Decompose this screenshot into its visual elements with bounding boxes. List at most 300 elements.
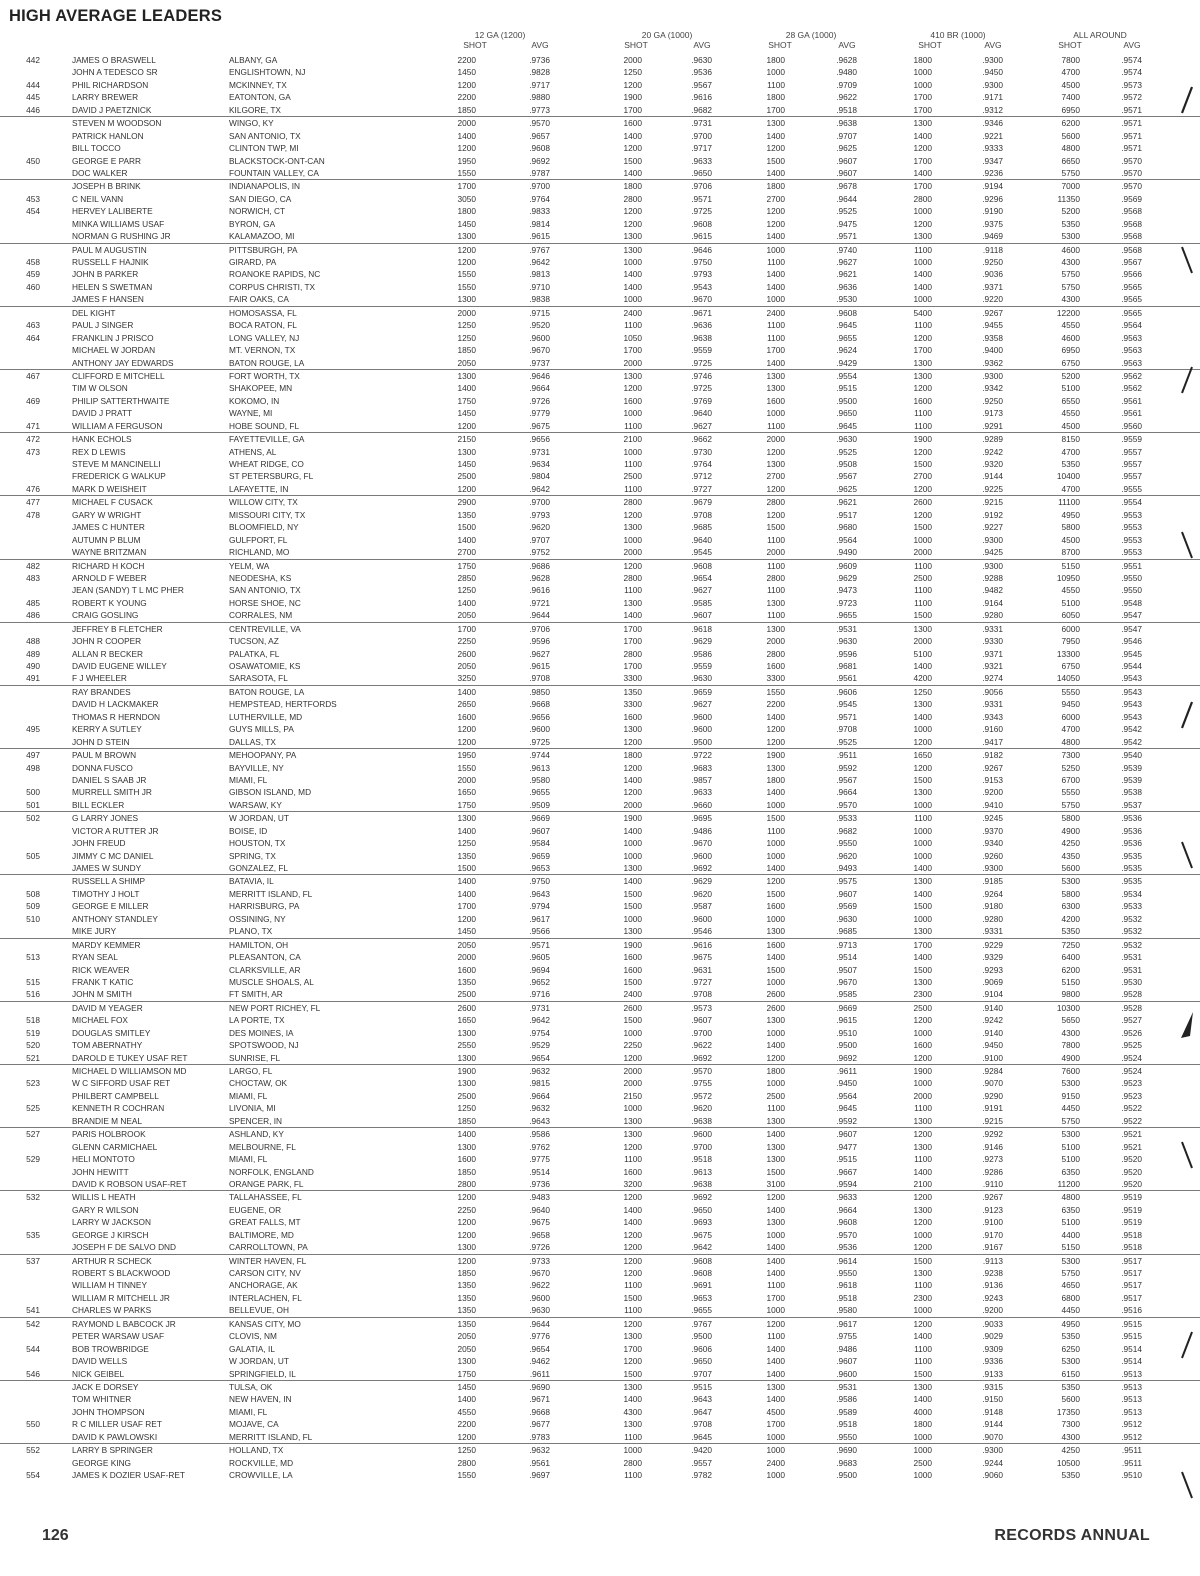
cell-avg-410br: .9069: [982, 976, 1003, 987]
cell-avg-20ga: .9725: [691, 357, 712, 368]
cell-avg-12ga: .9787: [529, 167, 550, 178]
cell-shot-28ga: 1300: [766, 383, 785, 394]
cell-avg-20ga: .9764: [691, 459, 712, 469]
cell-avg-20ga: .9630: [691, 55, 712, 65]
cell-avg-410br: .9133: [982, 1368, 1003, 1379]
cell-avg-20ga: .9670: [691, 838, 712, 849]
cell-avg-all-around: .9536: [1121, 838, 1142, 849]
cell-city: CHOCTAW, OK: [229, 1078, 288, 1089]
cell-avg-28ga: .9621: [836, 269, 857, 280]
cell-shot-12ga: 1550: [457, 762, 476, 773]
cell-avg-20ga: .9682: [691, 104, 712, 115]
cell-city: SHAKOPEE, MN: [229, 383, 293, 394]
cell-city: MERRITT ISLAND, FL: [229, 1431, 313, 1442]
cell-rank: 446: [26, 104, 40, 115]
cell-shot-28ga: 1100: [767, 534, 785, 545]
cell-shot-28ga: 1300: [766, 1154, 785, 1165]
cell-shot-20ga: 2800: [623, 193, 642, 204]
cell-shot-12ga: 1300: [457, 813, 476, 824]
cell-shot-410br: 1500: [913, 1368, 932, 1379]
cell-shot-410br: 1200: [913, 483, 932, 494]
cell-rank: 523: [26, 1078, 40, 1089]
cell-shot-410br: 1100: [914, 813, 932, 824]
table-row: [0, 1431, 1200, 1443]
cell-shot-28ga: 1300: [766, 926, 785, 937]
cell-avg-all-around: .9557: [1121, 471, 1142, 482]
cell-shot-all-around: 7800: [1061, 55, 1080, 65]
cell-shot-410br: 1800: [913, 55, 932, 65]
cell-shot-20ga: 2800: [623, 572, 642, 583]
cell-shot-12ga: 2600: [457, 1002, 476, 1013]
table-row: [0, 281, 1200, 293]
table-row: [0, 1304, 1200, 1316]
cell-avg-28ga: .9630: [836, 434, 857, 445]
table-row: [0, 1064, 1200, 1077]
cell-avg-all-around: .9567: [1121, 257, 1142, 267]
cell-avg-28ga: .9633: [836, 1192, 857, 1203]
cell-city: CENTREVILLE, VA: [229, 623, 301, 634]
cell-shot-410br: 1700: [913, 155, 932, 166]
cell-city: BLOOMFIELD, NY: [229, 522, 299, 533]
cell-shot-all-around: 5300: [1061, 1356, 1080, 1367]
cell-shot-20ga: 1200: [623, 79, 642, 90]
cell-avg-28ga: .9567: [836, 471, 857, 482]
cell-shot-410br: 1400: [913, 167, 932, 178]
cell-avg-all-around: .9561: [1121, 395, 1142, 406]
cell-city: LARGO, FL: [229, 1066, 273, 1076]
cell-name: REX D LEWIS: [72, 446, 126, 457]
cell-shot-410br: 2600: [913, 497, 932, 508]
cell-city: MELBOURNE, FL: [229, 1141, 296, 1152]
cell-shot-20ga: 1200: [623, 1229, 642, 1240]
cell-avg-20ga: .9420: [691, 1445, 712, 1456]
cell-avg-all-around: .9532: [1121, 939, 1142, 950]
cell-avg-20ga: .9683: [691, 762, 712, 773]
cell-name: JIMMY C MC DANIEL: [72, 850, 154, 861]
cell-avg-410br: .9331: [982, 926, 1003, 937]
cell-avg-12ga: .9690: [529, 1381, 550, 1392]
cell-name: JAMES O BRASWELL: [72, 55, 156, 65]
cell-shot-410br: 1400: [913, 711, 932, 722]
cell-name: DEL KIGHT: [72, 307, 116, 318]
cell-avg-28ga: .9518: [836, 1292, 857, 1303]
table-row: [0, 1267, 1200, 1279]
cell-shot-all-around: 11200: [1057, 1178, 1080, 1189]
table-row: [0, 509, 1200, 521]
cell-avg-all-around: .9539: [1121, 762, 1142, 773]
cell-avg-410br: .9104: [982, 989, 1003, 1000]
cell-avg-20ga: .9638: [691, 1178, 712, 1189]
cell-avg-all-around: .9521: [1121, 1129, 1142, 1140]
cell-avg-all-around: .9550: [1121, 585, 1142, 596]
cell-shot-all-around: 10400: [1056, 471, 1080, 482]
cell-avg-20ga: .9536: [691, 67, 712, 78]
cell-shot-20ga: 1500: [623, 888, 642, 899]
cell-city: SPRING, TX: [229, 850, 276, 861]
cell-shot-410br: 1200: [913, 332, 932, 343]
cell-shot-410br: 1100: [914, 1154, 932, 1165]
cell-shot-28ga: 1400: [766, 1204, 785, 1215]
cell-avg-28ga: .9625: [836, 143, 857, 154]
cell-rank: 485: [26, 597, 40, 608]
table-row: [0, 243, 1200, 256]
cell-city: HOBE SOUND, FL: [229, 420, 300, 431]
cell-avg-12ga: .9656: [529, 434, 550, 445]
cell-shot-410br: 1400: [913, 952, 932, 963]
cell-avg-410br: .9346: [982, 118, 1003, 129]
cell-avg-20ga: .9700: [691, 130, 712, 141]
table-row: [0, 142, 1200, 154]
cell-name: TOM ABERNATHY: [72, 1040, 143, 1051]
table-row: [0, 1052, 1200, 1064]
cell-avg-410br: .9242: [982, 1015, 1003, 1026]
cell-shot-12ga: 2200: [457, 55, 476, 65]
cell-shot-12ga: 2150: [457, 434, 476, 445]
cell-name: JAMES C HUNTER: [72, 522, 145, 533]
cell-avg-all-around: .9532: [1121, 926, 1142, 937]
cell-avg-20ga: .9608: [691, 560, 712, 571]
cell-rank: 478: [26, 509, 40, 520]
cell-city: HOLLAND, TX: [229, 1445, 284, 1456]
cell-shot-all-around: 10300: [1056, 1002, 1080, 1013]
table-row: [0, 369, 1200, 382]
table-row: [0, 988, 1200, 1000]
cell-avg-28ga: .9475: [836, 218, 857, 229]
cell-shot-12ga: 1550: [457, 167, 476, 178]
cell-name: WILLIAM A FERGUSON: [72, 420, 163, 431]
cell-avg-12ga: .9642: [529, 1015, 550, 1026]
cell-shot-12ga: 1850: [457, 1268, 476, 1278]
table-row: [0, 648, 1200, 660]
cell-avg-all-around: .9550: [1121, 572, 1142, 583]
cell-name: PHILIP SATTERTHWAITE: [72, 395, 170, 406]
cell-shot-28ga: 1000: [766, 838, 785, 849]
cell-avg-12ga: .9642: [529, 483, 550, 494]
cell-shot-410br: 1200: [913, 509, 932, 520]
cell-shot-all-around: 6200: [1061, 964, 1080, 975]
cell-shot-410br: 1650: [913, 750, 932, 761]
cell-rank: 501: [26, 799, 40, 810]
table-row: [0, 382, 1200, 394]
cell-shot-12ga: 1200: [457, 143, 476, 154]
cell-avg-all-around: .9554: [1121, 497, 1142, 508]
cell-avg-410br: .9070: [982, 1078, 1003, 1089]
cell-shot-all-around: 5600: [1061, 863, 1080, 873]
cell-shot-all-around: 5750: [1061, 269, 1080, 280]
table-row: [0, 1380, 1200, 1393]
cell-avg-all-around: .9513: [1121, 1394, 1142, 1405]
cell-city: FORT WORTH, TX: [229, 370, 300, 381]
cell-rank: 497: [26, 750, 40, 761]
cell-shot-20ga: 1200: [623, 383, 642, 394]
cell-avg-12ga: .9596: [529, 636, 550, 647]
cell-avg-28ga: .9664: [836, 787, 857, 798]
cell-city: LAFAYETTE, IN: [229, 483, 289, 494]
cell-shot-28ga: 1200: [766, 1052, 785, 1063]
cell-avg-28ga: .9690: [836, 1445, 857, 1456]
cell-avg-20ga: .9600: [691, 724, 712, 735]
table-row: [0, 723, 1200, 735]
cell-shot-410br: 1400: [913, 661, 932, 671]
cell-shot-410br: 1300: [913, 1268, 932, 1278]
table-row: [0, 54, 1200, 66]
cell-avg-12ga: .9613: [529, 762, 550, 773]
cell-shot-all-around: 5150: [1061, 1242, 1080, 1253]
cell-avg-20ga: .9769: [691, 395, 712, 406]
cell-shot-28ga: 1000: [766, 1445, 785, 1456]
cell-shot-410br: 1300: [913, 118, 932, 129]
cell-shot-12ga: 1300: [457, 1078, 476, 1089]
cell-avg-12ga: .9646: [529, 370, 550, 381]
cell-avg-all-around: .9571: [1121, 104, 1142, 115]
cell-shot-12ga: 1400: [457, 597, 476, 608]
cell-shot-all-around: 5350: [1061, 1331, 1080, 1342]
cell-avg-28ga: .9580: [836, 1305, 857, 1316]
cell-avg-20ga: .9660: [691, 799, 712, 810]
cell-avg-28ga: .9625: [836, 483, 857, 494]
cell-name: KENNETH R COCHRAN: [72, 1103, 165, 1114]
cell-name: FRANK T KATIC: [72, 976, 134, 987]
table-row: [0, 1216, 1200, 1228]
table-row: [0, 888, 1200, 900]
cell-avg-all-around: .9528: [1121, 1002, 1142, 1013]
cell-avg-12ga: .9607: [529, 825, 550, 836]
table-row: [0, 395, 1200, 407]
cell-avg-28ga: .9740: [836, 244, 857, 255]
cell-shot-20ga: 1400: [623, 1217, 642, 1228]
cell-shot-410br: 1500: [913, 610, 932, 621]
cell-name: PATRICK HANLON: [72, 130, 144, 141]
cell-avg-28ga: .9607: [836, 888, 857, 899]
cell-avg-20ga: .9615: [691, 231, 712, 242]
cell-name: DAVID J PAETZNICK: [72, 104, 152, 115]
cell-shot-410br: 1200: [913, 143, 932, 154]
cell-shot-410br: 1100: [914, 597, 932, 608]
cell-name: PHIL RICHARDSON: [72, 79, 149, 90]
cell-shot-410br: 4000: [913, 1406, 932, 1417]
cell-avg-20ga: .9620: [691, 1103, 712, 1114]
cell-avg-12ga: .9640: [529, 1204, 550, 1215]
cell-shot-28ga: 1400: [766, 1343, 785, 1354]
cell-shot-28ga: 2800: [766, 648, 785, 659]
cell-avg-20ga: .9857: [691, 774, 712, 785]
cell-shot-all-around: 4950: [1061, 1318, 1080, 1329]
group-all-around: ALL AROUND: [1073, 30, 1127, 40]
cell-avg-20ga: .9659: [691, 686, 712, 697]
cell-shot-410br: 1800: [913, 1419, 932, 1430]
cell-name: RICHARD H KOCH: [72, 560, 145, 571]
cell-shot-20ga: 1900: [623, 92, 642, 103]
cell-shot-all-around: 5300: [1061, 1078, 1080, 1089]
cell-avg-12ga: .9708: [529, 673, 550, 684]
cell-avg-28ga: .9493: [836, 863, 857, 873]
cell-shot-20ga: 1200: [623, 1255, 642, 1266]
cell-shot-28ga: 1700: [766, 1292, 785, 1303]
cell-avg-12ga: .9630: [529, 1305, 550, 1316]
cell-avg-all-around: .9561: [1121, 408, 1142, 419]
cell-avg-20ga: .9613: [691, 1166, 712, 1177]
cell-shot-20ga: 1400: [623, 167, 642, 178]
cell-avg-410br: .9292: [982, 1129, 1003, 1140]
cell-avg-20ga: .9685: [691, 522, 712, 533]
cell-avg-410br: .9245: [982, 813, 1003, 824]
cell-shot-all-around: 13300: [1056, 648, 1080, 659]
cell-avg-410br: .9300: [982, 79, 1003, 90]
cell-shot-28ga: 1800: [766, 774, 785, 785]
cell-avg-28ga: .9596: [836, 648, 857, 659]
cell-shot-410br: 1300: [913, 787, 932, 798]
cell-avg-28ga: .9561: [836, 673, 857, 684]
cell-avg-12ga: .9644: [529, 610, 550, 621]
cell-shot-20ga: 1600: [623, 395, 642, 406]
cell-avg-410br: .9221: [982, 130, 1003, 141]
cell-avg-28ga: .9518: [836, 104, 857, 115]
cell-avg-28ga: .9600: [836, 1368, 857, 1379]
cell-rank: 488: [26, 636, 40, 647]
cell-name: WILLIAM R MITCHELL JR: [72, 1292, 170, 1303]
cell-shot-20ga: 1300: [623, 522, 642, 533]
cell-shot-all-around: 4900: [1061, 825, 1080, 836]
cell-shot-all-around: 4700: [1061, 483, 1080, 494]
cell-avg-12ga: .9664: [529, 383, 550, 394]
cell-shot-28ga: 1400: [766, 281, 785, 292]
cell-avg-all-around: .9553: [1121, 522, 1142, 533]
cell-shot-410br: 2300: [913, 1292, 932, 1303]
cell-shot-28ga: 1700: [766, 345, 785, 356]
cell-avg-12ga: .9814: [529, 218, 550, 229]
cell-avg-20ga: .9727: [691, 483, 712, 494]
cell-avg-410br: .9225: [982, 483, 1003, 494]
cell-shot-20ga: 2600: [623, 1002, 642, 1013]
cell-avg-all-around: .9517: [1121, 1268, 1142, 1278]
cell-shot-12ga: 1400: [457, 1129, 476, 1140]
table-row: [0, 446, 1200, 458]
cell-avg-410br: .9191: [982, 1103, 1003, 1114]
cell-avg-20ga: .9571: [691, 193, 712, 204]
avg-header-410br: AVG: [984, 40, 1002, 50]
cell-shot-28ga: 1400: [766, 1356, 785, 1367]
cell-shot-28ga: 1400: [766, 231, 785, 242]
cell-avg-28ga: .9618: [836, 1280, 857, 1291]
cell-avg-28ga: .9518: [836, 1419, 857, 1430]
cell-avg-12ga: .9700: [529, 181, 550, 192]
cell-shot-all-around: 4650: [1061, 1280, 1080, 1291]
cell-avg-28ga: .9550: [836, 838, 857, 849]
table-row: [0, 458, 1200, 470]
cell-avg-12ga: .9561: [529, 1457, 550, 1468]
cell-shot-all-around: 4700: [1061, 724, 1080, 735]
cell-avg-410br: .9289: [982, 434, 1003, 445]
cell-avg-all-around: .9538: [1121, 787, 1142, 798]
cell-avg-410br: .9482: [982, 585, 1003, 596]
cell-avg-all-around: .9547: [1121, 610, 1142, 621]
cell-shot-28ga: 1000: [766, 913, 785, 924]
cell-shot-410br: 1100: [914, 1280, 932, 1291]
table-row: [0, 900, 1200, 912]
cell-avg-410br: .9227: [982, 522, 1003, 533]
cell-city: MIAMI, FL: [229, 1154, 268, 1165]
cell-avg-28ga: .9545: [836, 699, 857, 710]
cell-name: MICHAEL FOX: [72, 1015, 128, 1026]
cell-shot-28ga: 1300: [766, 118, 785, 129]
cell-city: MIAMI, FL: [229, 774, 268, 785]
cell-shot-20ga: 1400: [623, 774, 642, 785]
cell-shot-28ga: 1500: [766, 813, 785, 824]
table-row: [0, 332, 1200, 344]
cell-shot-28ga: 1000: [766, 1470, 785, 1480]
cell-avg-all-around: .9569: [1121, 193, 1142, 204]
table-row: [0, 584, 1200, 596]
cell-avg-12ga: .9779: [529, 408, 550, 419]
cell-name: PARIS HOLBROOK: [72, 1129, 146, 1140]
cell-avg-20ga: .9670: [691, 294, 712, 305]
table-row: [0, 179, 1200, 192]
cell-shot-410br: 1400: [913, 1394, 932, 1405]
cell-shot-all-around: 14050: [1056, 673, 1080, 684]
cell-shot-12ga: 1350: [457, 976, 476, 987]
cell-shot-410br: 1200: [913, 1242, 932, 1253]
cell-shot-20ga: 1000: [623, 534, 642, 545]
cell-avg-all-around: .9565: [1121, 294, 1142, 305]
cell-shot-12ga: 1350: [457, 1318, 476, 1329]
cell-avg-28ga: .9571: [836, 231, 857, 242]
cell-shot-all-around: 4500: [1061, 420, 1080, 431]
cell-city: GUYS MILLS, PA: [229, 724, 294, 735]
cell-name: JAMES K DOZIER USAF-RET: [72, 1470, 185, 1480]
cell-avg-28ga: .9550: [836, 1431, 857, 1442]
cell-name: ALLAN R BECKER: [72, 648, 144, 659]
cell-avg-410br: .9056: [982, 686, 1003, 697]
cell-avg-410br: .9469: [982, 231, 1003, 242]
cell-avg-28ga: .9650: [836, 408, 857, 419]
cell-avg-all-around: .9544: [1121, 661, 1142, 671]
cell-avg-all-around: .9524: [1121, 1066, 1142, 1076]
shot-header-all-around: SHOT: [1058, 40, 1082, 50]
cell-rank: 471: [26, 420, 40, 431]
cell-rank: 458: [26, 257, 40, 267]
cell-shot-all-around: 4600: [1061, 332, 1080, 343]
cell-shot-410br: 1000: [913, 79, 932, 90]
cell-shot-20ga: 1300: [623, 863, 642, 873]
cell-shot-410br: 1100: [914, 560, 932, 571]
cell-avg-all-around: .9522: [1121, 1115, 1142, 1126]
cell-shot-all-around: 6800: [1061, 1292, 1080, 1303]
cell-avg-20ga: .9559: [691, 345, 712, 356]
cell-avg-all-around: .9513: [1121, 1381, 1142, 1392]
cell-avg-28ga: .9638: [836, 118, 857, 129]
cell-shot-12ga: 2650: [457, 699, 476, 710]
cell-shot-12ga: 1200: [457, 1255, 476, 1266]
cell-avg-all-around: .9560: [1121, 420, 1142, 431]
cell-city: BATAVIA, IL: [229, 876, 274, 887]
cell-avg-12ga: .9716: [529, 989, 550, 1000]
cell-avg-410br: .9300: [982, 534, 1003, 545]
cell-shot-all-around: 6000: [1061, 623, 1080, 634]
cell-avg-all-around: .9557: [1121, 459, 1142, 469]
cell-city: GONZALEZ, FL: [229, 863, 289, 873]
cell-avg-all-around: .9535: [1121, 876, 1142, 887]
cell-shot-410br: 1100: [914, 1356, 932, 1367]
cell-rank: 490: [26, 661, 40, 671]
cell-avg-20ga: .9586: [691, 648, 712, 659]
cell-city: OSAWATOMIE, KS: [229, 661, 301, 671]
cell-avg-20ga: .9500: [691, 736, 712, 747]
cell-avg-12ga: .9717: [529, 79, 550, 90]
cell-avg-410br: .9192: [982, 509, 1003, 520]
cell-avg-410br: .9236: [982, 167, 1003, 178]
table-row: [0, 1241, 1200, 1253]
cell-name: KERRY A SUTLEY: [72, 724, 142, 735]
